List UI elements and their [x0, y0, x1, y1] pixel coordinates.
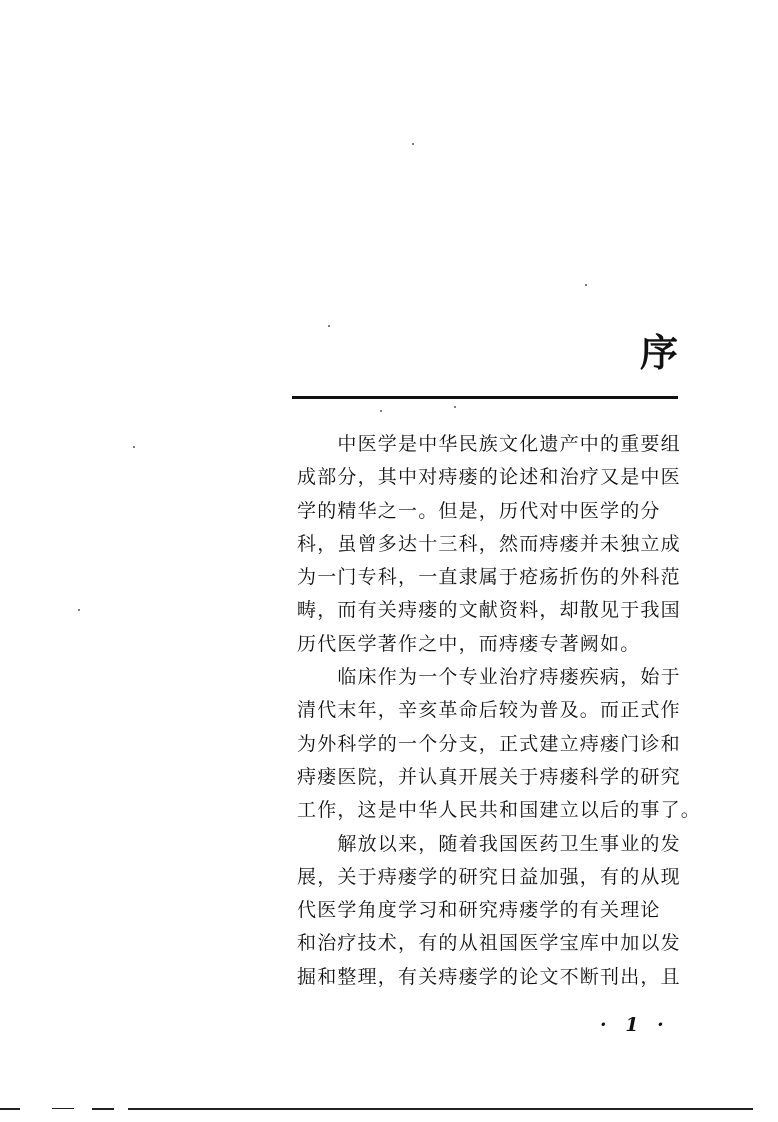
text-line: 掘和整理，有关痔瘘学的论文不断刊出，且 [297, 965, 681, 988]
text-line: 解放以来，随着我国医药卫生事业的发 [297, 832, 681, 855]
text-line: 代医学角度学习和研究痔瘘学的有关理论 [297, 899, 661, 922]
text-line: 畴，而有关痔瘘的文献资料，却散见于我国 [297, 599, 681, 622]
scan-speck [412, 143, 414, 145]
text-line: 工作，这是中华人民共和国建立以后的事了。 [297, 799, 702, 822]
scan-speck [133, 446, 135, 448]
scan-speck [585, 284, 587, 286]
text-line: 历代医学著作之中，而痔瘘专著阙如。 [297, 632, 641, 655]
scan-speck [380, 410, 382, 412]
text-line: 中医学是中华民族文化遗产中的重要组 [297, 433, 681, 455]
scan-speck [454, 406, 456, 408]
title-rule [292, 396, 678, 399]
text-line: 为一门专科，一直隶属于疮疡折伤的外科范 [297, 566, 681, 589]
text-line: 展，关于痔瘘学的研究日益加强，有的从现 [297, 865, 681, 888]
page-title: 序 [640, 330, 679, 375]
text-line: 为外科学的一个分支，正式建立痔瘘门诊和 [297, 732, 681, 755]
footer-rule [52, 1108, 74, 1109]
text-line: 临床作为一个专业治疗痔瘘疾病，始于 [297, 666, 681, 689]
preface-body [297, 428, 707, 994]
text-line: 清代末年，辛亥革命后较为普及。而正式作 [297, 699, 681, 722]
scan-speck [328, 325, 330, 327]
page-number: · 1 · [600, 1014, 670, 1036]
footer-rule [0, 1108, 20, 1110]
text-line: 科，虽曾多达十三科，然而痔瘘并未独立成 [297, 532, 681, 555]
text-line: 学的精华之一。但是，历代对中医学的分 [297, 499, 661, 522]
text-line: 和治疗技术，有的从祖国医学宝库中加以发 [297, 932, 681, 955]
text-line: 痔瘘医院，并认真开展关于痔瘘科学的研究 [297, 765, 681, 788]
footer-rule [128, 1108, 753, 1110]
scan-speck [78, 609, 80, 611]
footer-rule [92, 1108, 114, 1110]
text-line: 成部分，其中对痔瘘的论述和治疗又是中医 [297, 466, 681, 489]
